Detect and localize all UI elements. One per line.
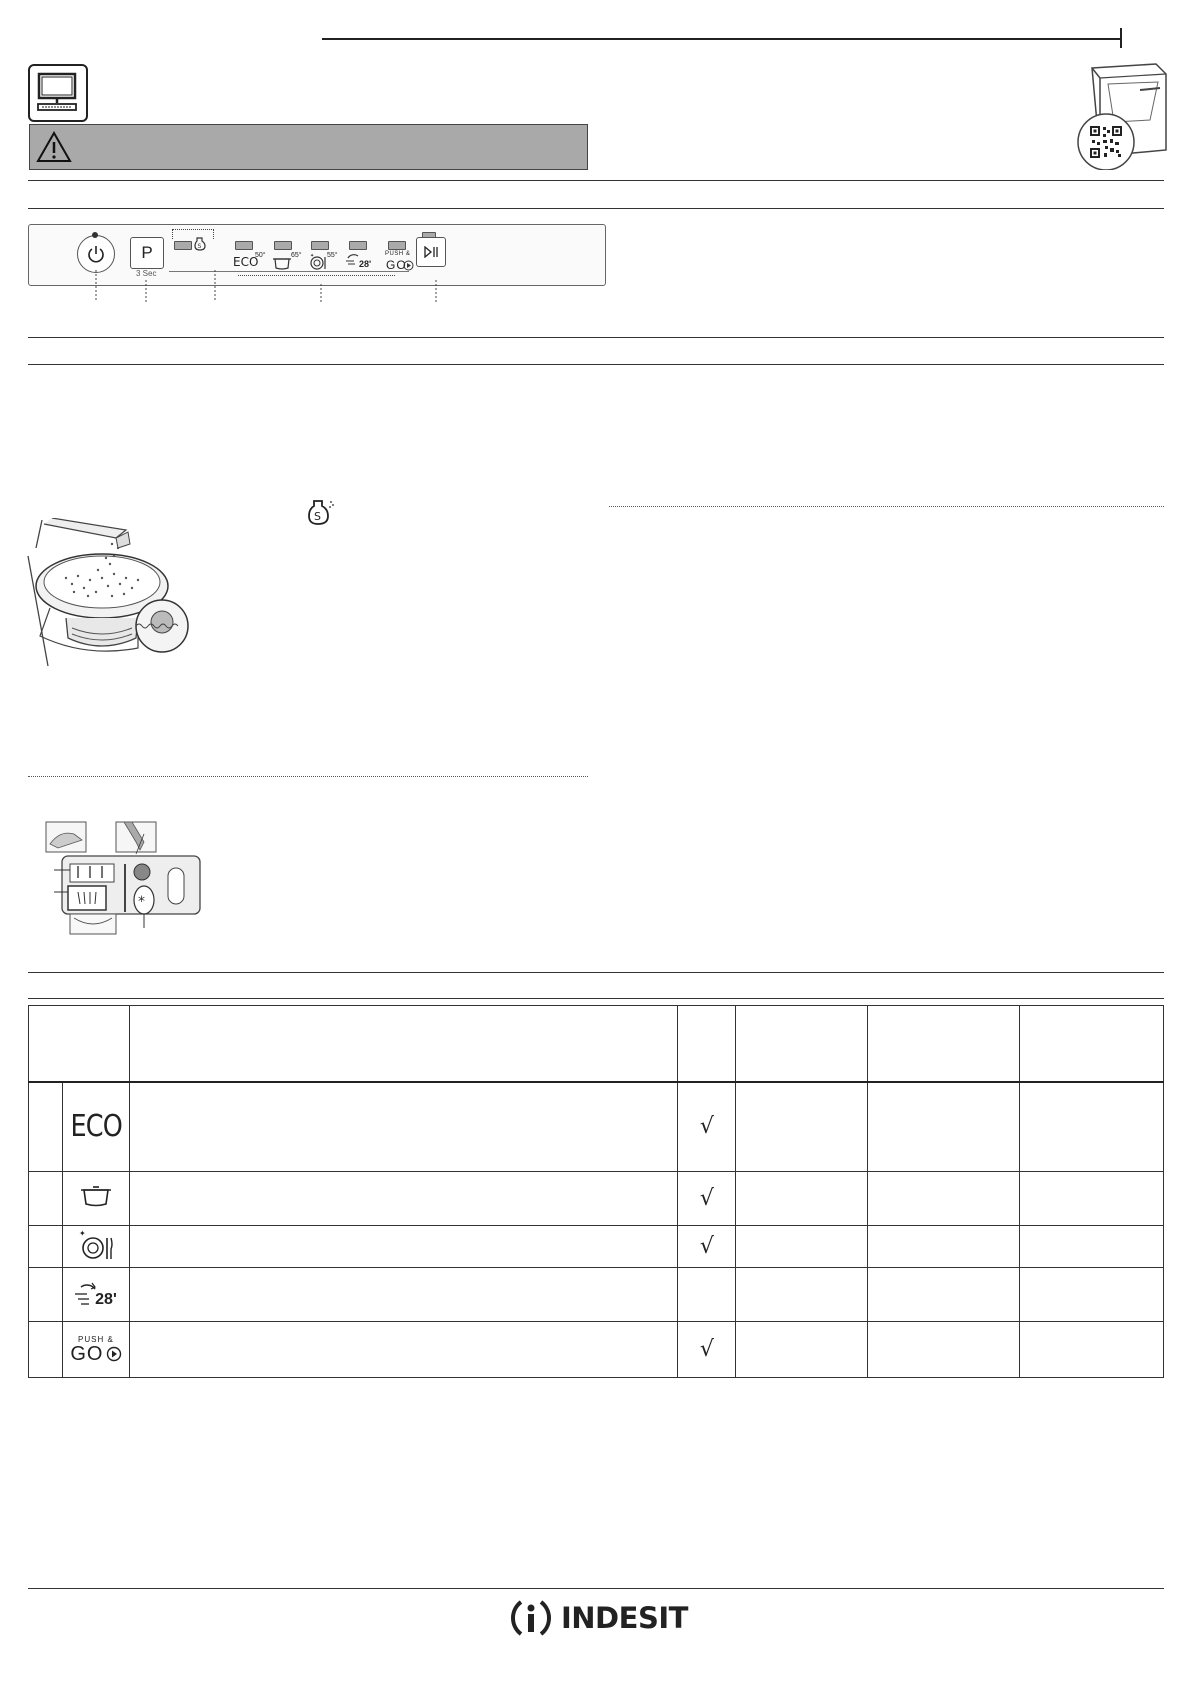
program-icon-cell	[62, 1082, 129, 1172]
program-button-label: P	[141, 243, 153, 262]
program-icon-cell	[62, 1268, 129, 1322]
table-cell	[1020, 1322, 1164, 1378]
header-cell	[736, 1006, 868, 1082]
rule	[28, 364, 1164, 365]
salt-led	[174, 241, 192, 250]
table-cell	[1020, 1268, 1164, 1322]
push-go-top: PUSH &	[78, 1334, 114, 1344]
plate-cutlery-icon	[78, 1227, 114, 1261]
row-number-cell	[29, 1268, 63, 1322]
plate-cutlery-icon	[309, 252, 327, 270]
program-icon-cell	[62, 1322, 129, 1378]
rule	[28, 208, 1164, 209]
program-button-caption: 3 Sec	[136, 269, 157, 278]
check-mark: √	[699, 1114, 714, 1140]
eco-icon: ECO	[70, 1109, 122, 1145]
push-go-icon	[106, 1346, 122, 1362]
warning-icon	[36, 130, 72, 164]
start-pause-button[interactable]	[416, 237, 446, 267]
rapid-icon	[346, 252, 360, 268]
dishwasher-qr-illustration[interactable]	[1070, 60, 1170, 170]
brand-logo	[507, 1594, 688, 1642]
indesit-logo-icon	[507, 1594, 555, 1642]
rule	[28, 998, 1164, 999]
eco-led	[235, 241, 253, 250]
description-cell	[129, 1226, 677, 1268]
pushgo-top: PUSH &	[385, 251, 411, 257]
table-header-row	[29, 1006, 1164, 1082]
footer-rule	[28, 1588, 1164, 1589]
dotted-separator	[28, 776, 588, 777]
row-number-cell	[29, 1226, 63, 1268]
panel-callout-lines	[28, 270, 488, 306]
table-cell	[736, 1082, 868, 1172]
header-cell	[678, 1006, 736, 1082]
rapid-28-label: 28'	[95, 1290, 117, 1308]
top-rule-tick	[1120, 28, 1122, 48]
check-mark: √	[699, 1186, 714, 1211]
push-go-bottom: GO	[70, 1342, 104, 1365]
table-cell	[1020, 1082, 1164, 1172]
check-cell	[678, 1268, 736, 1322]
computer-icon	[28, 64, 88, 122]
rule	[28, 972, 1164, 973]
check-mark: √	[699, 1337, 714, 1362]
svg-text:✦: ✦	[310, 253, 315, 259]
row-number-cell	[29, 1082, 63, 1172]
top-rule	[322, 38, 1122, 40]
svg-text:*: *	[138, 894, 145, 910]
pushgo-led	[388, 241, 406, 250]
rapid-time: 28'	[359, 259, 372, 269]
table-row	[29, 1082, 1164, 1172]
svg-text:✦: ✦	[78, 1229, 86, 1238]
table-row	[29, 1172, 1164, 1226]
table-cell	[736, 1268, 868, 1322]
power-button[interactable]	[77, 235, 115, 273]
header-cell	[29, 1006, 130, 1082]
check-cell	[678, 1082, 736, 1172]
detergent-dispenser-illustration	[44, 820, 204, 956]
header-cell	[129, 1006, 677, 1082]
program-icon-cell	[62, 1172, 129, 1226]
table-cell	[1020, 1172, 1164, 1226]
check-cell	[678, 1322, 736, 1378]
check-mark: √	[699, 1234, 714, 1259]
rapid-28-icon	[75, 1281, 97, 1309]
pot-icon	[80, 1184, 112, 1208]
program-icon-cell	[62, 1226, 129, 1268]
rapid-led	[349, 241, 367, 250]
svg-text:S: S	[314, 510, 321, 523]
table-row	[29, 1268, 1164, 1322]
intensive-temp: 65°	[291, 252, 302, 259]
row-number-cell	[29, 1322, 63, 1378]
salt-icon	[305, 497, 335, 527]
play-pause-icon	[423, 246, 439, 258]
table-cell	[736, 1226, 868, 1268]
svg-text:S: S	[197, 243, 202, 250]
check-cell	[678, 1172, 736, 1226]
eco-temp: 50°	[255, 252, 266, 259]
header-cell	[868, 1006, 1020, 1082]
table-cell	[1020, 1226, 1164, 1268]
description-cell	[129, 1322, 677, 1378]
salt-refill-illustration	[26, 518, 196, 668]
table-row	[29, 1322, 1164, 1378]
sixty-led	[311, 241, 329, 250]
salt-bracket	[172, 229, 214, 239]
brand-name: INDESIT	[561, 1601, 688, 1635]
table-row	[29, 1226, 1164, 1268]
power-indicator	[92, 232, 98, 238]
row-number-cell	[29, 1172, 63, 1226]
sixty-temp: 55°	[327, 252, 338, 259]
power-icon	[86, 244, 106, 264]
description-cell	[129, 1268, 677, 1322]
description-cell	[129, 1082, 677, 1172]
table-cell	[736, 1322, 868, 1378]
description-cell	[129, 1172, 677, 1226]
table-cell	[868, 1082, 1020, 1172]
warning-bar	[29, 124, 588, 170]
header-cell	[1020, 1006, 1164, 1082]
intensive-led	[274, 241, 292, 250]
table-cell	[868, 1226, 1020, 1268]
rule	[28, 337, 1164, 338]
programs-table	[28, 1005, 1164, 1378]
table-cell	[868, 1268, 1020, 1322]
table-cell	[868, 1322, 1020, 1378]
check-cell	[678, 1226, 736, 1268]
pushgo-bottom: GO	[386, 258, 407, 272]
pot-icon	[273, 256, 291, 270]
eco-label: ECO	[233, 255, 259, 269]
table-cell	[736, 1172, 868, 1226]
table-cell	[868, 1172, 1020, 1226]
rule	[28, 180, 1164, 181]
program-button[interactable]	[130, 237, 164, 269]
dotted-separator	[609, 506, 1164, 507]
